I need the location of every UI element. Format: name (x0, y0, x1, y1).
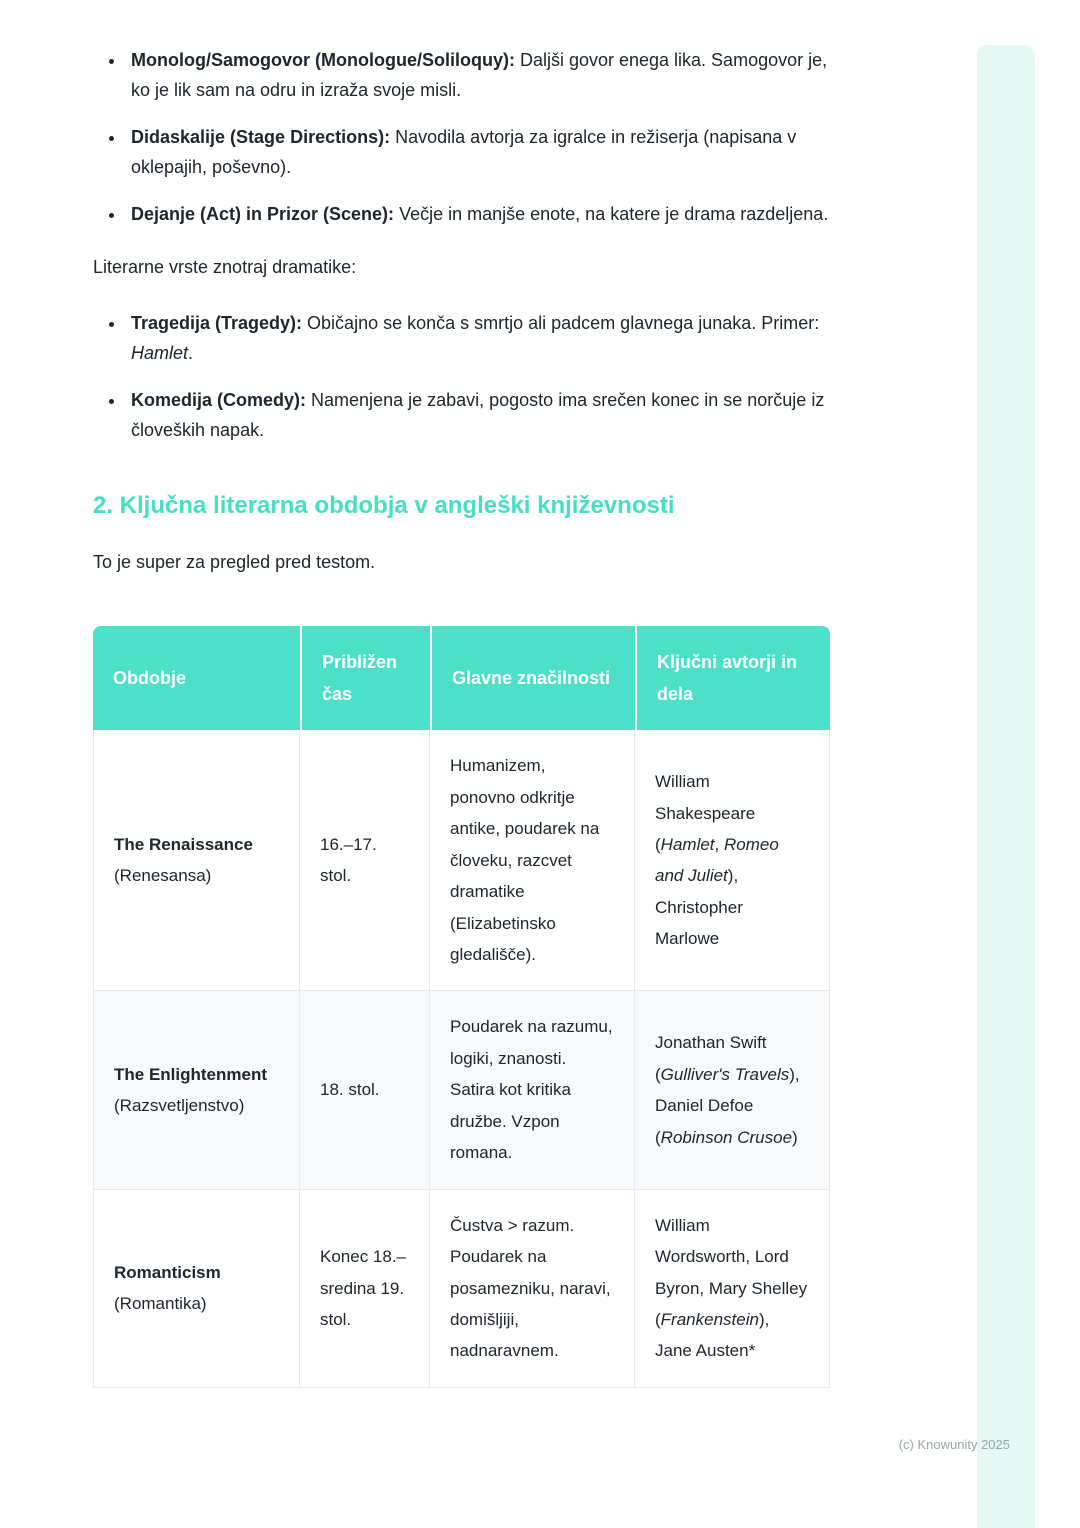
document-page (93, 0, 830, 1388)
list-item: • Didaskalije (Stage Directions): Navodila avtorja za igralce in režiserja (napisana v oklepajih, poševno). (126, 123, 830, 183)
section-note: To je super za pregled pred testom. (93, 551, 376, 572)
table-header (93, 626, 830, 731)
genres-list (93, 309, 830, 446)
column-header-time: Približen čas (300, 626, 430, 731)
list-item: • Komedija (Comedy): Namenjena je zabavi, pogosto ima srečen konec in se norčuje iz človeških napak. (126, 386, 830, 446)
table-row (93, 991, 830, 1189)
list-item: • Dejanje (Act) in Prizor (Scene): Večje in manjše enote, na katere je drama razdeljena. (126, 200, 830, 230)
copyright-text: (c) Knowunity 2025 (898, 1437, 1010, 1452)
table-row (93, 1190, 830, 1388)
list-item: • Tragedija (Tragedy): Običajno se konča s smrtjo ali padcem glavnega junaka. Primer: Hamlet. (126, 309, 830, 369)
decorative-side-stripe (977, 45, 1035, 1528)
cell-traits: Čustva > razum. Poudarek na posamezniku, naravi, domišljiji, nadnaravnem. (430, 1190, 635, 1388)
genres-intro-paragraph: Literarne vrste znotraj dramatike: (93, 257, 357, 278)
column-header-traits: Glavne značilnosti (430, 626, 635, 731)
cell-period: Romanticism (Romantika) (93, 1190, 300, 1388)
cell-traits: Poudarek na razumu, logiki, znanosti. Satira kot kritika družbe. Vzpon romana. (430, 991, 635, 1189)
cell-authors: William Wordsworth, Lord Byron, Mary Shelley (Frankenstein), Jane Austen* (635, 1190, 830, 1388)
cell-time: 18. stol. (300, 991, 430, 1189)
list-item: • Monolog/Samogovor (Monologue/Soliloquy): Daljši govor enega lika. Samogovor je, ko je lik sam na odru in izraža svoje misli. (126, 46, 830, 106)
section-heading: 2. Ključna literarna obdobja v angleški književnosti (93, 491, 675, 519)
cell-time: Konec 18.– sredina 19. stol. (300, 1190, 430, 1388)
table-row (93, 730, 830, 991)
column-header-authors: Ključni avtorji in dela (635, 626, 830, 731)
cell-period: The Renaissance (Renesansa) (93, 730, 300, 991)
cell-period: The Enlightenment (Razsvetljenstvo) (93, 991, 300, 1189)
cell-traits: Humanizem, ponovno odkritje antike, poudarek na človeku, razcvet dramatike (Elizabetinsko gledališče). (430, 730, 635, 991)
cell-time: 16.–17. stol. (300, 730, 430, 991)
literary-periods-table (93, 626, 830, 1388)
drama-terms-list (93, 46, 830, 229)
cell-authors: Jonathan Swift (Gulliver's Travels), Daniel Defoe (Robinson Crusoe) (635, 991, 830, 1189)
cell-authors: William Shakespeare (Hamlet, Romeo and Juliet), Christopher Marlowe (635, 730, 830, 991)
column-header-period: Obdobje (93, 626, 300, 731)
